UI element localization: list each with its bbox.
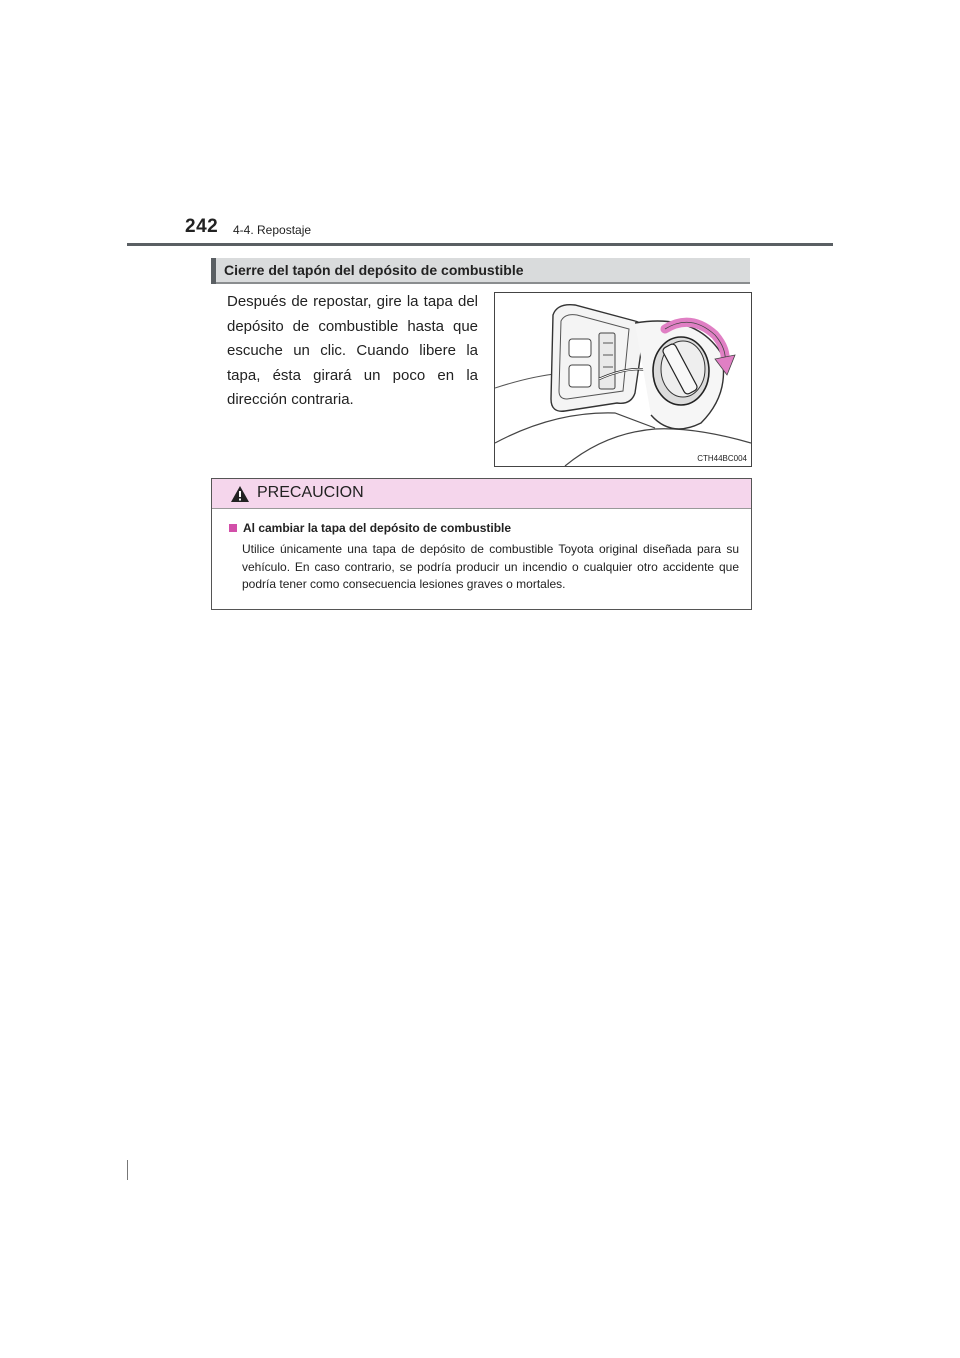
caution-text: Utilice únicamente una tapa de depósito de combustible Toyota original diseñada para su vehículo. En caso contrario, se podría producir un incendio o cualquier otro accidente que podría tener como consecuencia lesiones graves o mortales. [242, 542, 739, 591]
header-divider [127, 243, 833, 246]
body-paragraph: Después de repostar, gire la tapa del depósito de combustible hasta que escuche un clic. Cuando libere la tapa, ésta girará un poco en la dirección contraria. [227, 293, 478, 408]
caution-item-title: Al cambiar la tapa del depósito de combustible [243, 521, 512, 535]
warning-icon [230, 485, 250, 503]
caution-title: PRECAUCION [257, 484, 364, 501]
bullet-square-icon [229, 524, 237, 532]
subsection-accent [211, 258, 216, 284]
section-label: 4-4. Repostaje [233, 223, 312, 237]
caution-header [212, 479, 751, 509]
subsection-title: Cierre del tapón del depósito de combustible [224, 262, 524, 278]
fuel-cap-rotation-illustration [495, 293, 751, 466]
page-number: 242 [185, 216, 219, 237]
caution-item-heading [229, 521, 511, 535]
margin-mark [127, 1160, 128, 1180]
fuel-cap-figure [494, 292, 752, 467]
figure-code: CTH44BC004 [697, 454, 747, 463]
caution-box [211, 478, 752, 610]
